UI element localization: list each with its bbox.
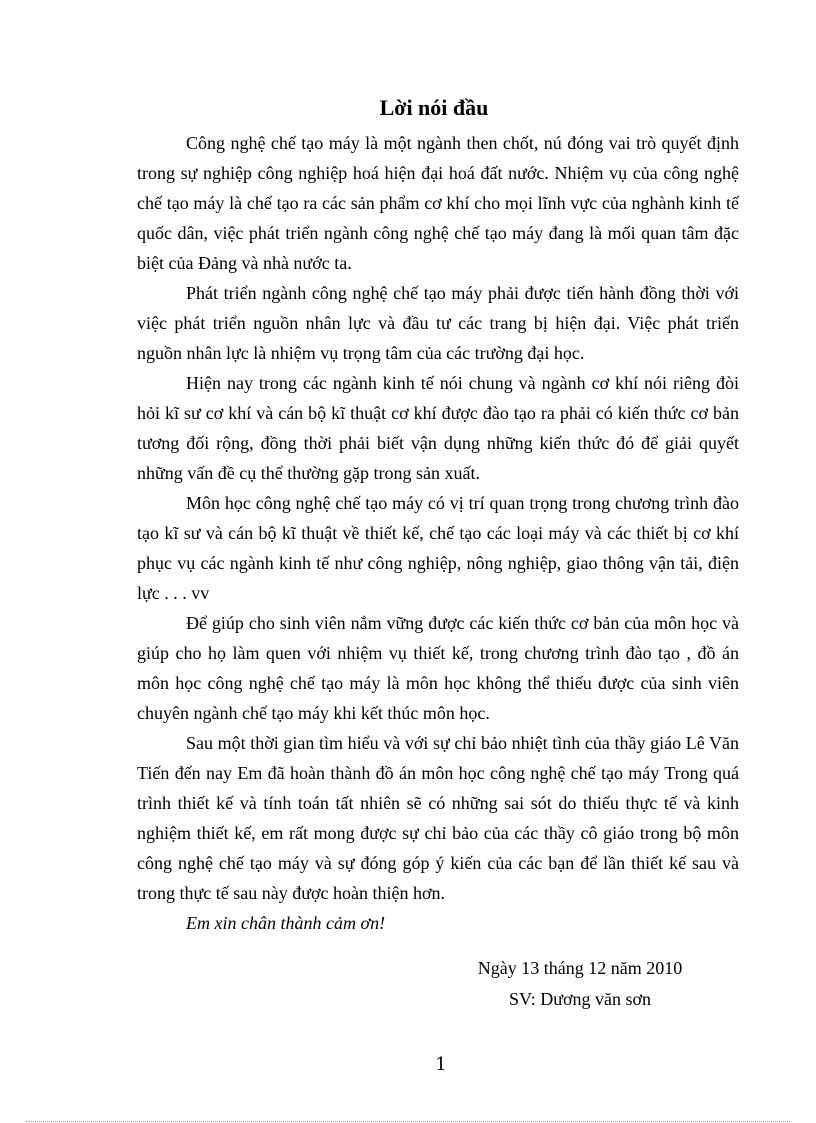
paragraph-5: Để giúp cho sinh viên nắm vững được các kiến thức cơ bản của môn học và giúp cho họ làm quen với nhiệm vụ thiết kế, trong chương trình đào tạo , đồ án môn học công nghệ chế tạo máy là môn học không thể thiếu được của sinh viên chuyên ngành chế tạo máy khi kết thúc môn học. [137,613,739,723]
signature-name: SV: Dương văn sơn [509,989,651,1009]
paragraph-3: Hiện nay trong các ngành kinh tế nói chung và ngành cơ khí nói riêng đòi hỏi kĩ sư cơ khí và cán bộ kĩ thuật cơ khí được đào tạo ra phải có kiến thức cơ bản tương đối rộng, đồng thời phải biết vận dụng những kiến thức đó để giải quyết những vấn đề cụ thể thường gặp trong sản xuất. [137,373,739,483]
closing-line: Em xin chân thành cảm ơn! [186,913,386,933]
page-number: 1 [435,1054,447,1075]
page-title: Lời nói đầu [379,95,489,120]
paragraph-4: Môn học công nghệ chế tạo máy có vị trí quan trọng trong chương trình đào tạo kĩ sư và cán bộ kĩ thuật về thiết kế, chế tạo các loại máy và các thiết bị cơ khí phục vụ các ngành kinh tế như công nghiệp, nông nghiệp, giao thông vận tải, điện lực . . . vv [137,493,739,603]
footer-divider [26,1121,790,1122]
signature-date: Ngày 13 tháng 12 năm 2010 [477,958,683,978]
paragraph-1: Công nghệ chế tạo máy là một ngành then chốt, nú đóng vai trò quyết định trong sự nghiệp công nghiệp hoá hiện đại hoá đất nước. Nhiệm vụ của công nghệ chế tạo máy là chế tạo ra các sản phẩm cơ khí cho mọi lĩnh vực của nghành kinh tế quốc dân, việc phát triển ngành công nghệ chế tạo máy đang là mối quan tâm đặc biệt của Đảng và nhà nước ta. [137,133,739,273]
document-body [137,128,739,938]
paragraph-2: Phát triển ngành công nghệ chế tạo máy phải được tiến hành đồng thời với việc phát triển nguồn nhân lực và đầu tư các trang bị hiện đại. Việc phát triển nguồn nhân lực là nhiệm vụ trọng tâm của các trường đại học. [137,283,739,363]
paragraph-6: Sau một thời gian tìm hiểu và với sự chỉ bảo nhiệt tình của thầy giáo Lê Văn Tiến đến nay Em đã hoàn thành đồ án môn học công nghệ chế tạo máy Trong quá trình thiết kế và tính toán tất nhiên sẽ có những sai sót do thiếu thực tế và kinh nghiệm thiết kế, em rất mong được sự chỉ bảo của các thầy cô giáo trong bộ môn công nghệ chế tạo máy và sự đóng góp ý kiến của các bạn để lần thiết kế sau và trong thực tế sau này được hoàn thiện hơn. [137,733,739,903]
